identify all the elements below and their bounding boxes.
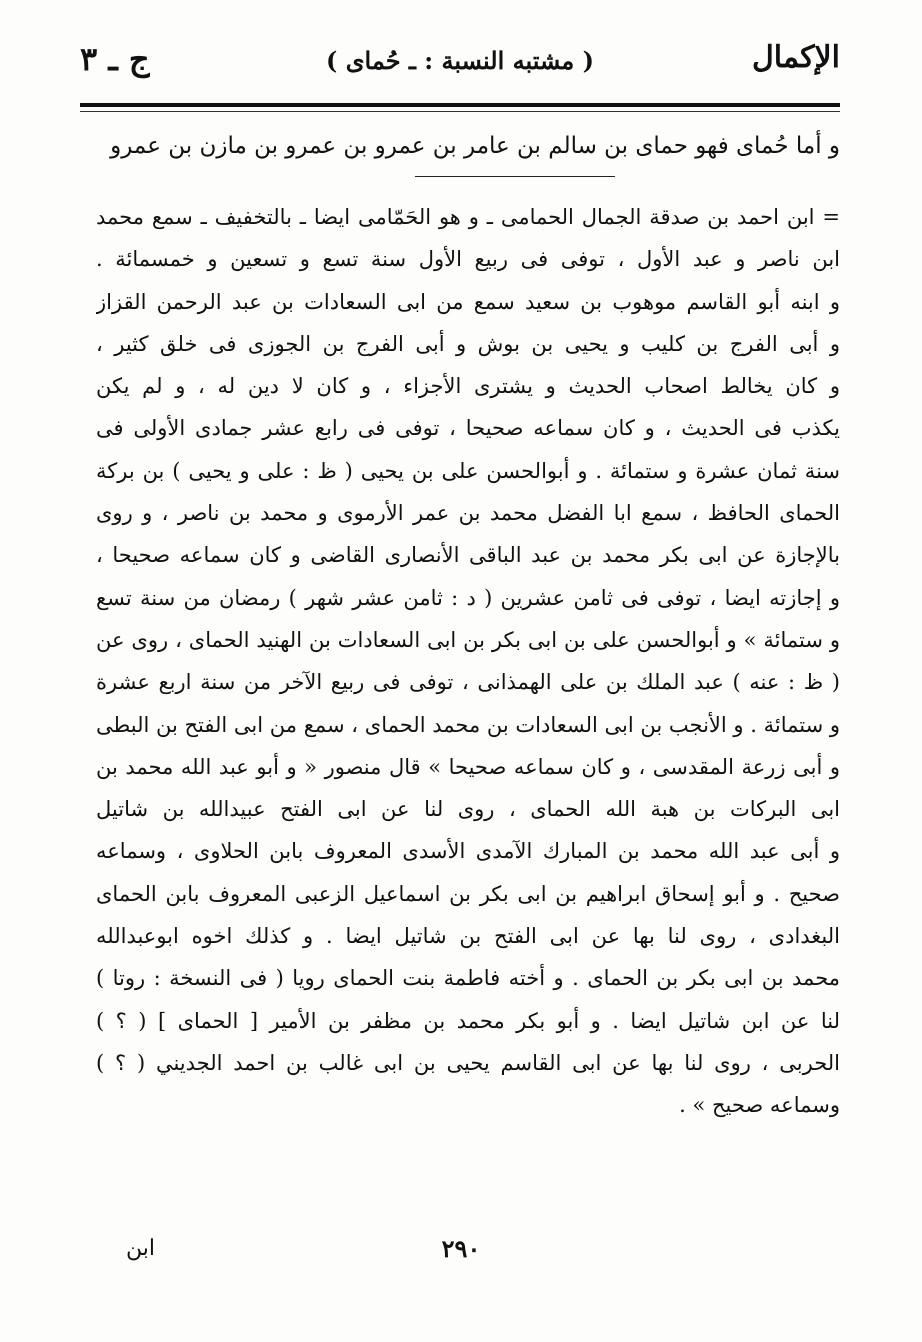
text-line: ( ظ : عنه ) عبد الملك بن على الهمذانى ، توفى فى ربيع الآخر من سنة اربع عشرة [96,670,840,695]
text-line: الحربى ، روى لنا بها عن ابى القاسم يحيى بن ابى غالب بن احمد الجديني ( ؟ ) [96,1050,840,1075]
main-text [96,196,840,1127]
page-header [80,40,840,96]
footnote-separator-rule [415,176,615,177]
text-line: ابن ناصر و عبد الأول ، توفى فى ربيع الأول سنة تسع و تسعين و خمسمائة . [96,247,840,272]
intro-line: و أما حُماى فهو حماى بن سالم بن عامر بن عمرو بن عمرو بن مازن بن عمرو [110,133,840,159]
text-line: وسماعه صحيح » . [679,1093,840,1118]
text-line: صحيح . و أبو إسحاق ابراهيم بن ابى بكر بن اسماعيل الزعبى المعروف بابن الحماى [96,881,840,906]
text-line: لنا عن ابن شاتيل ايضا . و أبو بكر محمد بن مظفر بن الأمير [ الحماى ] ( ؟ ) [96,1008,840,1033]
text-line: و ستمائة . و الأنجب بن ابى السعادات بن محمد الحماى ، سمع من ابى الفتح بن البطى [96,712,840,737]
running-title: ( مشتبه النسبة : ـ حُماى ) [326,46,594,75]
text-line: يكذب فى الحديث ، و كان سماعه صحيحا ، توفى فى رابع عشر جمادى الأولى فى [96,416,840,441]
text-line: بالإجازة عن ابى بكر محمد بن عبد الباقى الأنصارى القاضى و كان سماعه صحيحا ، [96,543,840,568]
text-line: و أبى زرعة المقدسى ، و كان سماعه صحيحا » قال منصور « و أبو عبد الله محمد بن [96,754,840,779]
text-line: = ابن احمد بن صدقة الجمال الحمامى ـ و هو الحَمّامى ايضا ـ بالتخفيف ـ سمع محمد [96,205,840,229]
text-line: و أبى الفرج بن كليب و يحيى بن بوش و أبى الفرج بن الجوزى فى خلق كثير ، [96,331,840,356]
catchword: ابن [126,1236,155,1261]
text-line: سنة ثمان عشرة و ستمائة . و أبوالحسن على بن يحيى ( ظ : على و يحيى ) بن بركة [96,458,840,483]
text-line: و كان يخالط اصحاب الحديث و يشترى الأجزاء ، و كان لا دين له ، و لم يكن [96,374,840,399]
text-line: و ستمائة » و أبوالحسن على بن ابى بكر بن ابى السعادات بن الهنيد الحماى ، روى عن [96,627,840,652]
text-line: الحماى الحافظ ، سمع ابا الفضل محمد بن عمر الأرموى و محمد بن ناصر ، و روى [96,501,840,526]
text-line: و أبى عبد الله محمد بن المبارك الآمدى الأسدى المعروف بابن الحلاوى ، وسماعه [96,839,840,864]
volume-number: ج ـ ٣ [80,40,150,78]
text-line: ابى البركات بن هبة الله الحماى ، روى لنا عن ابى الفتح عبيدالله بن شاتيل [96,797,840,822]
book-title: الإكمال [751,40,840,75]
page-number: ٢٩٠ [441,1234,481,1263]
text-line: و إجازته ايضا ، توفى فى ثامن عشرين ( د : ثامن عشر شهر ) رمضان من سنة تسع [96,585,840,610]
text-line: محمد بن ابى بكر بن الحماى . و أخته فاطمة بنت الحماى رويا ( فى النسخة : روتا ) [96,966,840,991]
text-line: و ابنه أبو القاسم موهوب بن سعيد سمع من ابى السعادات بن عبد الرحمن القزاز [96,289,840,314]
text-line: البغدادى ، روى لنا بها عن ابى الفتح بن شاتيل ايضا . و كذلك اخوه ابوعبدالله [96,924,840,949]
header-rule-thin [80,111,840,112]
header-rule-thick [80,103,840,107]
